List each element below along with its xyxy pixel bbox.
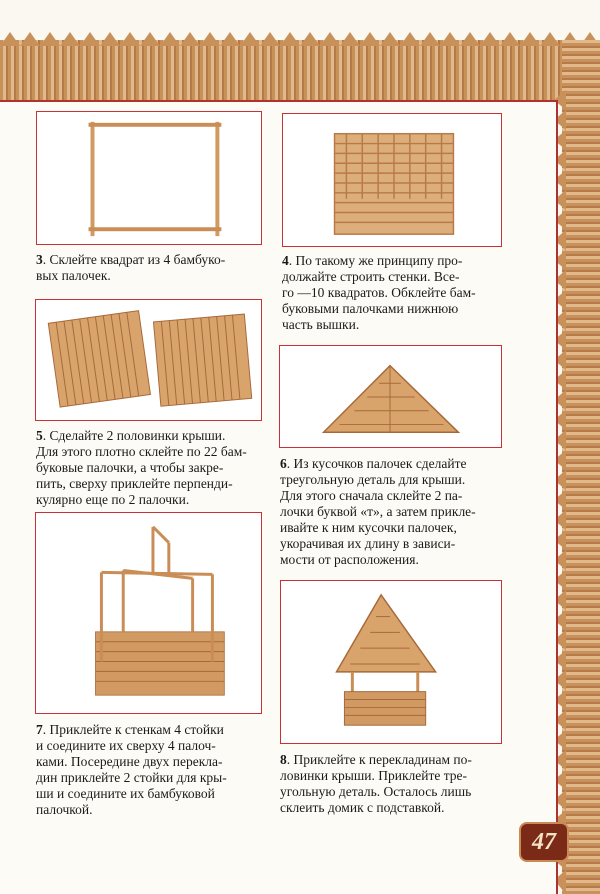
roof-halves-photo	[35, 299, 262, 421]
step-5-line: . Сделайте 2 половинки крыши.	[42, 428, 226, 443]
posts-frame-photo	[35, 512, 262, 714]
bamboo-border-right	[562, 40, 600, 894]
step-3-line: . Склейте квадрат из 4 бамбуко-	[42, 252, 226, 267]
step-6-number: 6	[280, 456, 287, 471]
step-8-line: . Приклейте к перекладинам по-	[286, 752, 472, 767]
step-5-text	[36, 428, 271, 508]
step-7-line: дин приклейте 2 стойки для кры-	[36, 770, 227, 785]
bamboo-square-illustration	[37, 112, 261, 244]
triangle-roof-photo	[279, 345, 502, 448]
triangle-roof-illustration	[280, 346, 501, 447]
step-6-line: укорачивая их длину в зависи-	[280, 536, 456, 551]
step-7-text	[36, 722, 271, 818]
posts-frame-illustration	[36, 513, 261, 713]
roof-halves-illustration	[36, 300, 261, 420]
step-6-line: ивайте к ним кусочки палочек,	[280, 520, 457, 535]
bamboo-walls-photo	[282, 113, 502, 247]
step-8-line: склеить домик с подставкой.	[280, 800, 445, 815]
step-4-line: часть вышки.	[282, 317, 360, 332]
step-6-line: треугольную деталь для крыши.	[280, 472, 466, 487]
step-8-number: 8	[280, 752, 287, 767]
step-6-line: Для этого сначала склейте 2 па-	[280, 488, 463, 503]
finished-house-illustration	[281, 581, 501, 743]
step-3-number: 3	[36, 252, 43, 267]
step-5-line: буковые палочки, а чтобы закре-	[36, 460, 224, 475]
page-number-badge: 47	[519, 822, 569, 862]
bamboo-border-top	[0, 40, 600, 102]
step-6-line: лочки буквой «т», а затем прикле-	[280, 504, 476, 519]
border-top-zigzag	[0, 30, 600, 46]
step-3-text	[36, 252, 266, 284]
step-7-line: ками. Посередине двух перекла-	[36, 754, 223, 769]
step-6-text	[280, 456, 510, 568]
step-5-line: пить, сверху приклейте перпенди-	[36, 476, 233, 491]
step-3-line: вых палочек.	[36, 268, 111, 283]
step-7-line: палочкой.	[36, 802, 93, 817]
step-8-line: ловинки крыши. Приклейте тре-	[280, 768, 468, 783]
step-7-number: 7	[36, 722, 43, 737]
step-6-line: . Из кусочков палочек сделайте	[286, 456, 467, 471]
step-6-line: мости от расположения.	[280, 552, 419, 567]
step-5-line: Для этого плотно склейте по 22 бам-	[36, 444, 247, 459]
step-5-line: кулярно еще по 2 палочки.	[36, 492, 190, 507]
step-4-line: го —10 квадратов. Обклейте бам-	[282, 285, 476, 300]
step-8-text	[280, 752, 508, 816]
step-4-line: должайте строить стенки. Все-	[282, 269, 460, 284]
step-7-line: ши и соедините их бамбуковой	[36, 786, 215, 801]
step-4-line: . По такому же принципу про-	[288, 253, 463, 268]
bamboo-walls-illustration	[283, 114, 501, 246]
step-4-number: 4	[282, 253, 289, 268]
finished-house-photo	[280, 580, 502, 744]
step-7-line: . Приклейте к стенкам 4 стойки	[42, 722, 224, 737]
step-5-number: 5	[36, 428, 43, 443]
step-8-line: угольную деталь. Осталось лишь	[280, 784, 472, 799]
step-4-line: буковыми палочками нижнюю	[282, 301, 459, 316]
step-7-line: и соедините их сверху 4 палоч-	[36, 738, 216, 753]
bamboo-square-photo	[36, 111, 262, 245]
step-4-text	[282, 253, 507, 333]
